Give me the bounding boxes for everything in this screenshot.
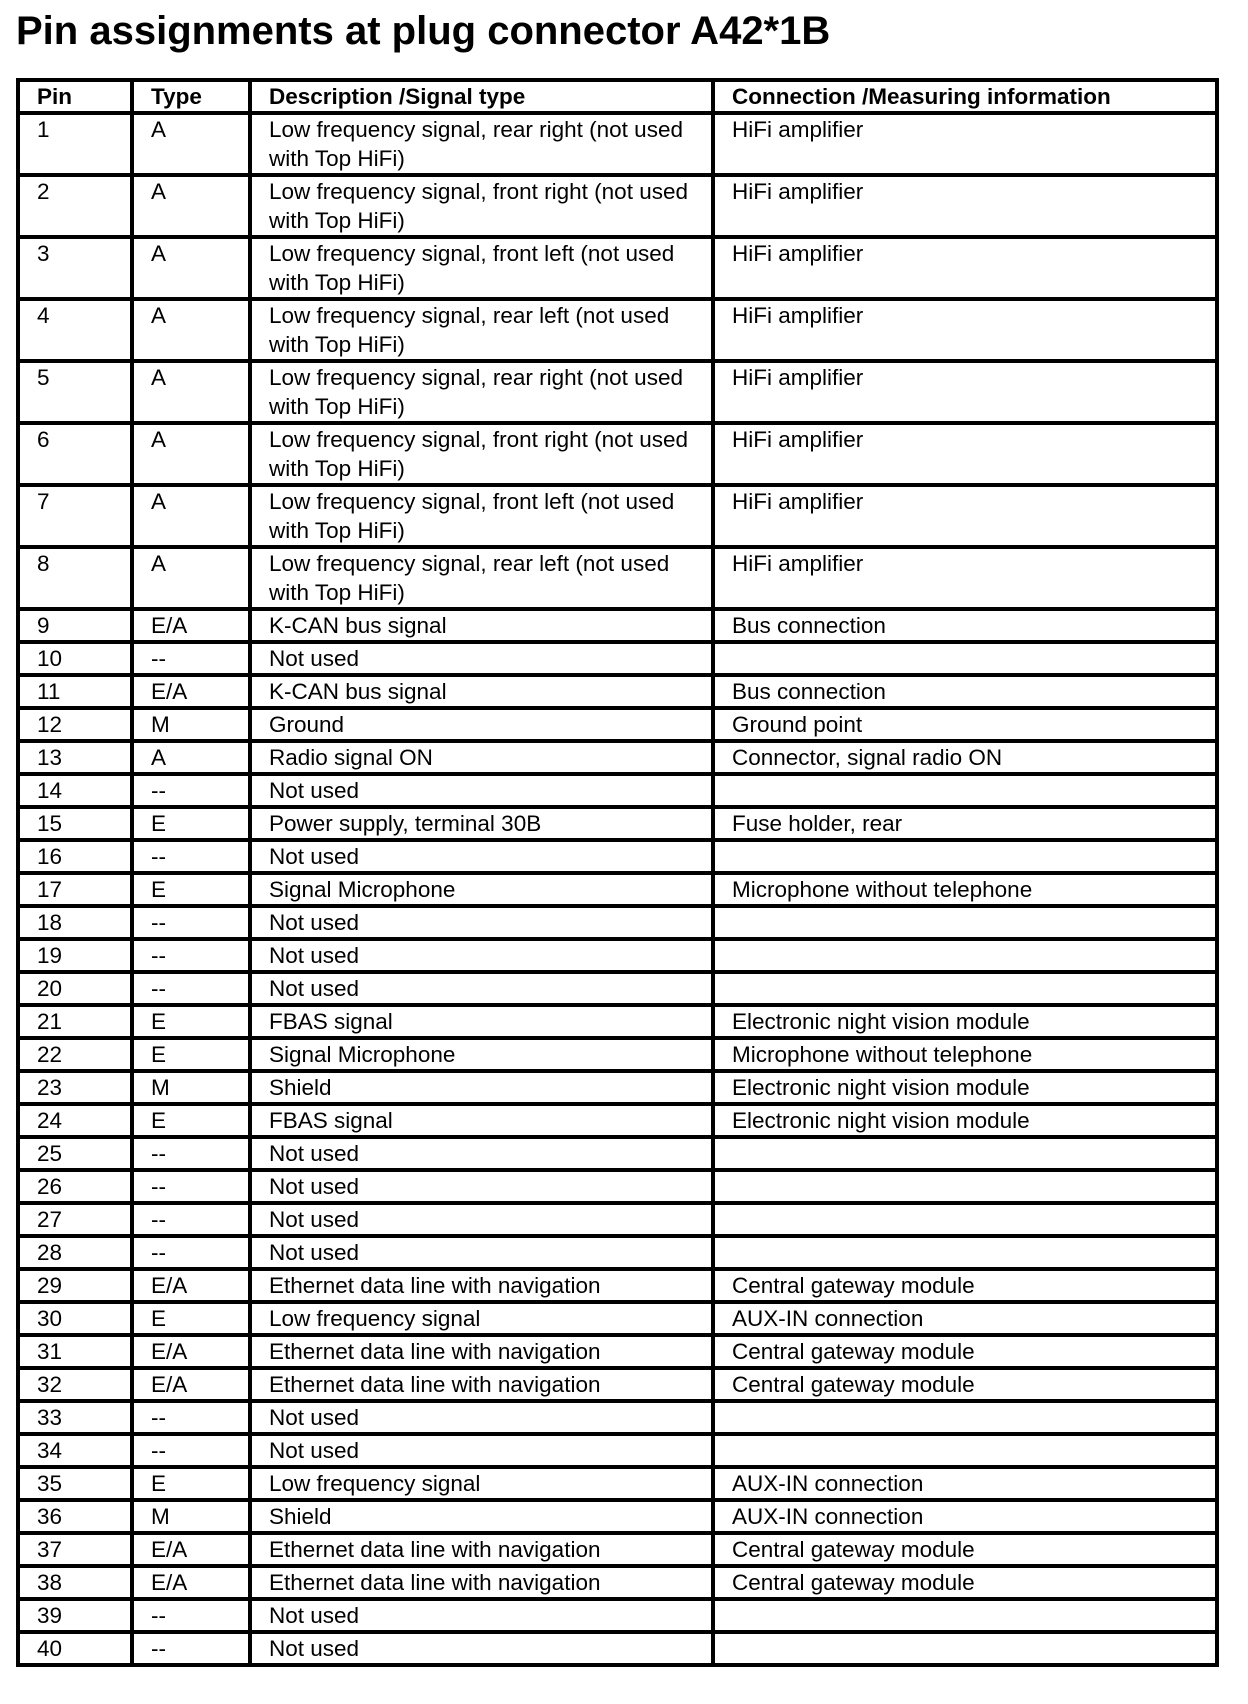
column-header-description: Description /Signal type — [250, 80, 713, 113]
type-cell: E/A — [132, 1335, 250, 1368]
description-cell: Low frequency signal — [250, 1302, 713, 1335]
description-cell: Ground — [250, 708, 713, 741]
pin-cell: 11 — [18, 675, 132, 708]
column-header-pin: Pin — [18, 80, 132, 113]
connection-cell — [713, 906, 1217, 939]
description-cell: Shield — [250, 1071, 713, 1104]
description-cell: Low frequency signal, front left (not used with Top HiFi) — [250, 485, 713, 547]
pin-cell: 25 — [18, 1137, 132, 1170]
pin-cell: 31 — [18, 1335, 132, 1368]
connection-cell: Central gateway module — [713, 1566, 1217, 1599]
description-cell: Ethernet data line with navigation — [250, 1368, 713, 1401]
type-cell: -- — [132, 906, 250, 939]
type-cell: E — [132, 1104, 250, 1137]
table-row — [18, 547, 1217, 609]
table-row — [18, 361, 1217, 423]
description-cell: Not used — [250, 1434, 713, 1467]
table-row — [18, 1467, 1217, 1500]
connection-cell: HiFi amplifier — [713, 113, 1217, 175]
type-cell: -- — [132, 1203, 250, 1236]
pin-cell: 28 — [18, 1236, 132, 1269]
connection-cell: HiFi amplifier — [713, 485, 1217, 547]
pin-cell: 23 — [18, 1071, 132, 1104]
table-row — [18, 774, 1217, 807]
table-row — [18, 1566, 1217, 1599]
table-row — [18, 939, 1217, 972]
pin-cell: 5 — [18, 361, 132, 423]
connection-cell: HiFi amplifier — [713, 175, 1217, 237]
table-row — [18, 1071, 1217, 1104]
description-cell: Not used — [250, 1170, 713, 1203]
type-cell: E/A — [132, 1533, 250, 1566]
description-cell: Power supply, terminal 30B — [250, 807, 713, 840]
description-cell: Ethernet data line with navigation — [250, 1533, 713, 1566]
table-row — [18, 113, 1217, 175]
type-cell: -- — [132, 840, 250, 873]
pin-cell: 19 — [18, 939, 132, 972]
type-cell: A — [132, 485, 250, 547]
type-cell: -- — [132, 1434, 250, 1467]
connection-cell: Bus connection — [713, 609, 1217, 642]
type-cell: -- — [132, 774, 250, 807]
table-row — [18, 840, 1217, 873]
pin-cell: 12 — [18, 708, 132, 741]
description-cell: Not used — [250, 774, 713, 807]
description-cell: Not used — [250, 1236, 713, 1269]
connection-cell: Electronic night vision module — [713, 1005, 1217, 1038]
type-cell: M — [132, 708, 250, 741]
pin-cell: 17 — [18, 873, 132, 906]
type-cell: A — [132, 299, 250, 361]
description-cell: Low frequency signal, rear left (not used with Top HiFi) — [250, 547, 713, 609]
table-row — [18, 873, 1217, 906]
type-cell: A — [132, 741, 250, 774]
table-row — [18, 1203, 1217, 1236]
connection-cell: AUX-IN connection — [713, 1302, 1217, 1335]
description-cell: Signal Microphone — [250, 1038, 713, 1071]
description-cell: Low frequency signal, front right (not used with Top HiFi) — [250, 423, 713, 485]
description-cell: Low frequency signal, rear right (not used with Top HiFi) — [250, 113, 713, 175]
description-cell: FBAS signal — [250, 1104, 713, 1137]
connection-cell: HiFi amplifier — [713, 547, 1217, 609]
connection-cell: AUX-IN connection — [713, 1467, 1217, 1500]
connection-cell: Connector, signal radio ON — [713, 741, 1217, 774]
column-header-type: Type — [132, 80, 250, 113]
connection-cell: Electronic night vision module — [713, 1104, 1217, 1137]
pin-cell: 32 — [18, 1368, 132, 1401]
description-cell: Not used — [250, 1137, 713, 1170]
description-cell: Signal Microphone — [250, 873, 713, 906]
pin-cell: 20 — [18, 972, 132, 1005]
type-cell: E — [132, 807, 250, 840]
connection-cell: HiFi amplifier — [713, 361, 1217, 423]
table-row — [18, 1302, 1217, 1335]
connection-cell — [713, 972, 1217, 1005]
table-row — [18, 1236, 1217, 1269]
table-row — [18, 423, 1217, 485]
table-row — [18, 1104, 1217, 1137]
description-cell: Radio signal ON — [250, 741, 713, 774]
pin-cell: 13 — [18, 741, 132, 774]
table-row — [18, 1533, 1217, 1566]
pin-cell: 33 — [18, 1401, 132, 1434]
description-cell: Not used — [250, 1632, 713, 1665]
connection-cell — [713, 1401, 1217, 1434]
connection-cell: Central gateway module — [713, 1533, 1217, 1566]
type-cell: A — [132, 237, 250, 299]
description-cell: Ethernet data line with navigation — [250, 1335, 713, 1368]
connection-cell: HiFi amplifier — [713, 423, 1217, 485]
pin-cell: 38 — [18, 1566, 132, 1599]
pin-cell: 14 — [18, 774, 132, 807]
connection-cell — [713, 1599, 1217, 1632]
description-cell: Not used — [250, 642, 713, 675]
description-cell: K-CAN bus signal — [250, 609, 713, 642]
description-cell: Low frequency signal, rear right (not used with Top HiFi) — [250, 361, 713, 423]
pin-cell: 40 — [18, 1632, 132, 1665]
table-row — [18, 485, 1217, 547]
pin-cell: 29 — [18, 1269, 132, 1302]
type-cell: E — [132, 1302, 250, 1335]
type-cell: M — [132, 1071, 250, 1104]
pin-cell: 27 — [18, 1203, 132, 1236]
pin-cell: 21 — [18, 1005, 132, 1038]
table-header-row — [18, 80, 1217, 113]
type-cell: A — [132, 175, 250, 237]
connection-cell: Central gateway module — [713, 1269, 1217, 1302]
connection-cell: Bus connection — [713, 675, 1217, 708]
page-title: Pin assignments at plug connector A42*1B — [16, 9, 831, 53]
connection-cell — [713, 840, 1217, 873]
table-row — [18, 807, 1217, 840]
table-row — [18, 175, 1217, 237]
description-cell: Ethernet data line with navigation — [250, 1269, 713, 1302]
table-row — [18, 642, 1217, 675]
connection-cell — [713, 1236, 1217, 1269]
description-cell: Not used — [250, 1401, 713, 1434]
type-cell: E — [132, 1038, 250, 1071]
pin-cell: 26 — [18, 1170, 132, 1203]
table-row — [18, 1137, 1217, 1170]
type-cell: -- — [132, 1401, 250, 1434]
description-cell: K-CAN bus signal — [250, 675, 713, 708]
pin-cell: 22 — [18, 1038, 132, 1071]
type-cell: -- — [132, 972, 250, 1005]
connection-cell — [713, 774, 1217, 807]
type-cell: E/A — [132, 1269, 250, 1302]
table-row — [18, 1434, 1217, 1467]
table-body — [18, 113, 1217, 1665]
type-cell: E — [132, 1005, 250, 1038]
table-row — [18, 1005, 1217, 1038]
connection-cell — [713, 939, 1217, 972]
table-row — [18, 1269, 1217, 1302]
description-cell: Ethernet data line with navigation — [250, 1566, 713, 1599]
description-cell: FBAS signal — [250, 1005, 713, 1038]
connection-cell: Ground point — [713, 708, 1217, 741]
type-cell: M — [132, 1500, 250, 1533]
pin-cell: 24 — [18, 1104, 132, 1137]
pin-assignment-table — [16, 78, 1219, 1667]
connection-cell: Central gateway module — [713, 1368, 1217, 1401]
type-cell: A — [132, 423, 250, 485]
connection-cell — [713, 1203, 1217, 1236]
type-cell: -- — [132, 1137, 250, 1170]
table-row — [18, 906, 1217, 939]
pin-cell: 7 — [18, 485, 132, 547]
table-row — [18, 741, 1217, 774]
description-cell: Not used — [250, 1599, 713, 1632]
type-cell: E/A — [132, 1566, 250, 1599]
connection-cell: HiFi amplifier — [713, 299, 1217, 361]
table-row — [18, 708, 1217, 741]
table-row — [18, 675, 1217, 708]
connection-cell: Central gateway module — [713, 1335, 1217, 1368]
pin-cell: 15 — [18, 807, 132, 840]
table-row — [18, 1368, 1217, 1401]
connection-cell — [713, 1434, 1217, 1467]
connection-cell: Electronic night vision module — [713, 1071, 1217, 1104]
column-header-connection: Connection /Measuring information — [713, 80, 1217, 113]
type-cell: -- — [132, 1170, 250, 1203]
type-cell: A — [132, 361, 250, 423]
description-cell: Low frequency signal, front left (not used with Top HiFi) — [250, 237, 713, 299]
pin-cell: 34 — [18, 1434, 132, 1467]
table-row — [18, 1401, 1217, 1434]
connection-cell: Fuse holder, rear — [713, 807, 1217, 840]
table-row — [18, 609, 1217, 642]
table-row — [18, 1170, 1217, 1203]
connection-cell — [713, 1137, 1217, 1170]
pin-cell: 1 — [18, 113, 132, 175]
table-row — [18, 972, 1217, 1005]
connection-cell: Microphone without telephone — [713, 1038, 1217, 1071]
pin-cell: 16 — [18, 840, 132, 873]
pin-cell: 30 — [18, 1302, 132, 1335]
type-cell: -- — [132, 939, 250, 972]
type-cell: -- — [132, 1632, 250, 1665]
connection-cell — [713, 1170, 1217, 1203]
pin-cell: 9 — [18, 609, 132, 642]
connection-cell: HiFi amplifier — [713, 237, 1217, 299]
description-cell: Low frequency signal, front right (not used with Top HiFi) — [250, 175, 713, 237]
type-cell: -- — [132, 1236, 250, 1269]
pin-cell: 39 — [18, 1599, 132, 1632]
description-cell: Low frequency signal — [250, 1467, 713, 1500]
pin-cell: 35 — [18, 1467, 132, 1500]
description-cell: Low frequency signal, rear left (not used with Top HiFi) — [250, 299, 713, 361]
type-cell: E/A — [132, 1368, 250, 1401]
type-cell: E — [132, 873, 250, 906]
connection-cell — [713, 642, 1217, 675]
pin-cell: 6 — [18, 423, 132, 485]
description-cell: Not used — [250, 972, 713, 1005]
table-row — [18, 237, 1217, 299]
pin-cell: 36 — [18, 1500, 132, 1533]
pin-cell: 8 — [18, 547, 132, 609]
pin-cell: 37 — [18, 1533, 132, 1566]
type-cell: -- — [132, 642, 250, 675]
type-cell: E — [132, 1467, 250, 1500]
description-cell: Not used — [250, 1203, 713, 1236]
table-row — [18, 299, 1217, 361]
connection-cell — [713, 1632, 1217, 1665]
type-cell: A — [132, 113, 250, 175]
type-cell: A — [132, 547, 250, 609]
table-row — [18, 1599, 1217, 1632]
table-row — [18, 1632, 1217, 1665]
type-cell: -- — [132, 1599, 250, 1632]
type-cell: E/A — [132, 675, 250, 708]
pin-cell: 3 — [18, 237, 132, 299]
table-row — [18, 1500, 1217, 1533]
connection-cell: Microphone without telephone — [713, 873, 1217, 906]
table-row — [18, 1335, 1217, 1368]
table-row — [18, 1038, 1217, 1071]
type-cell: E/A — [132, 609, 250, 642]
description-cell: Not used — [250, 939, 713, 972]
connection-cell: AUX-IN connection — [713, 1500, 1217, 1533]
description-cell: Shield — [250, 1500, 713, 1533]
pin-cell: 2 — [18, 175, 132, 237]
description-cell: Not used — [250, 840, 713, 873]
pin-cell: 10 — [18, 642, 132, 675]
description-cell: Not used — [250, 906, 713, 939]
pin-cell: 4 — [18, 299, 132, 361]
pin-cell: 18 — [18, 906, 132, 939]
